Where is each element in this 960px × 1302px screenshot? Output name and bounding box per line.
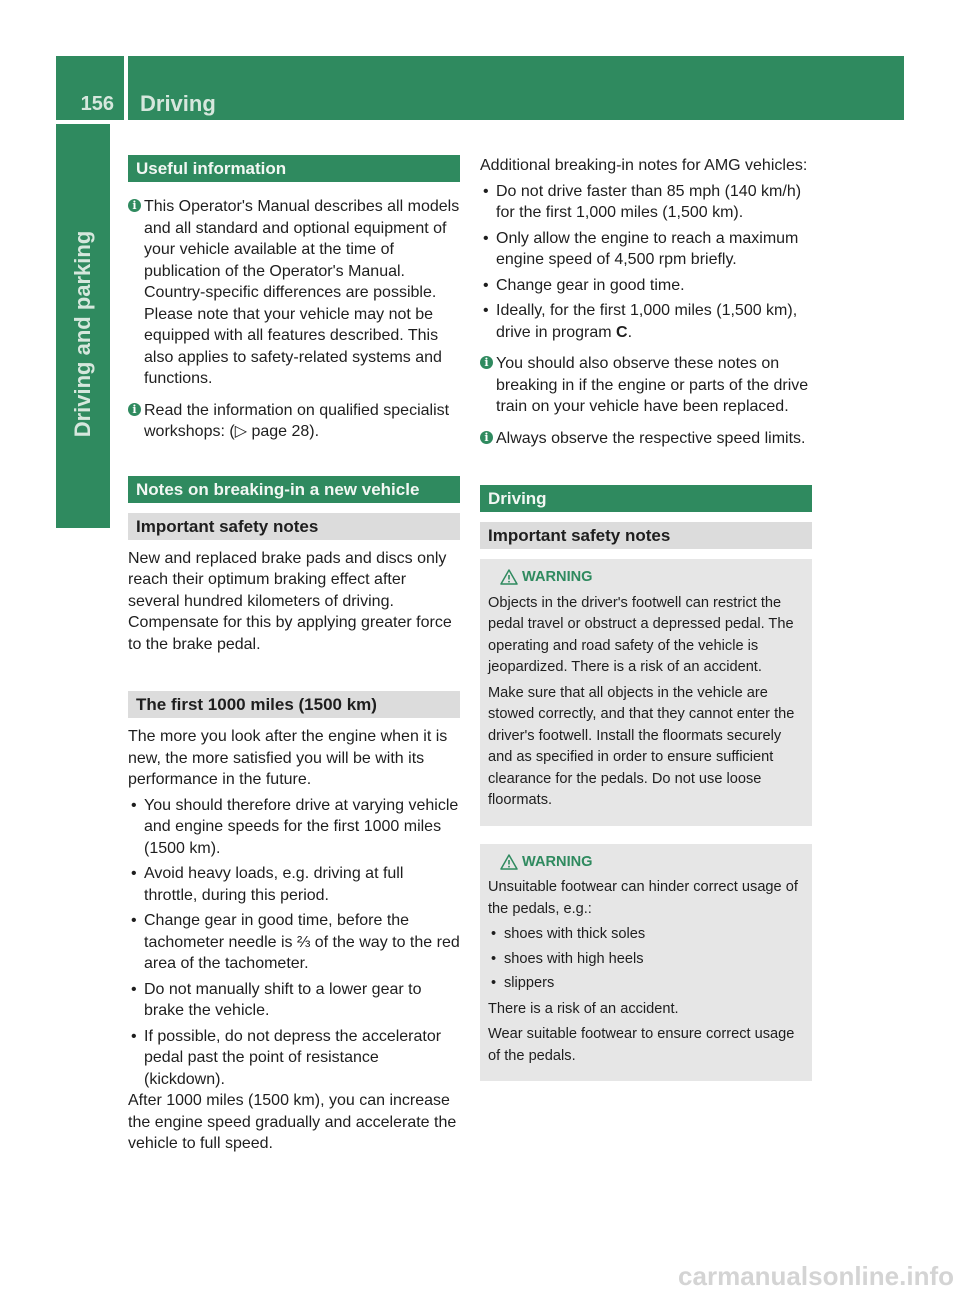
info-icon: i [480, 431, 493, 444]
warning-triangle-icon [500, 569, 518, 585]
info-text: Read the information on qualified specialist workshops: (▷ page 28). [144, 401, 450, 440]
warning-title [488, 567, 804, 589]
left-column [128, 155, 460, 1157]
list-item: • Do not manually shift to a lower gear to brake the vehicle. [128, 979, 460, 1022]
list-item: • shoes with high heels [488, 949, 804, 971]
page-number: 156 [80, 93, 114, 115]
warning-text: Make sure that all objects in the vehicle are stowed correctly, and that they cannot enter the driver's footwell. Install the floormats securely and as specified in order to ensure sufficient clearance for the pedals. Do not use loose floormats. [488, 684, 795, 808]
list-item: • Only allow the engine to reach a maximum engine speed of 4,500 rpm briefly. [480, 228, 812, 271]
list-item: • Avoid heavy loads, e.g. driving at full throttle, during this period. [128, 863, 460, 906]
info-note [480, 428, 812, 450]
info-text: You should also observe these notes on breaking in if the engine or parts of the drive train on your vehicle have been replaced. [496, 355, 809, 415]
first-1000-miles-heading: The first 1000 miles (1500 km) [128, 691, 460, 718]
breaking-in-paragraph: New and replaced brake pads and discs only reach their optimum braking effect after several hundred kilometers of driving. Compensate for this by applying greater force to the brake pedal. [128, 549, 452, 653]
list-item: • Change gear in good time. [480, 275, 812, 297]
warning-triangle-icon [500, 854, 518, 870]
driving-heading: Driving [480, 485, 812, 512]
amg-intro: Additional breaking-in notes for AMG vehicles: [480, 157, 808, 174]
list-item: • If possible, do not depress the accelerator pedal past the point of resistance (kickdown). [128, 1026, 460, 1091]
warning-text: Unsuitable footwear can hinder correct usage of the pedals, e.g.: [488, 879, 798, 917]
page-number-tab [56, 56, 124, 120]
list-item: • Change gear in good time, before the tachometer needle is ⅔ of the way to the red area of the tachometer. [128, 910, 460, 975]
warning-text: There is a risk of an accident. [488, 1000, 679, 1017]
warning-box [480, 844, 812, 1082]
info-icon: i [480, 356, 493, 369]
warning-text: Objects in the driver's footwell can restrict the pedal travel or obstruct a depressed pedal. The operating and road safety of the vehicle is jeopardized. There is a risk of an accident. [488, 594, 794, 675]
side-chapter-tab [56, 124, 110, 528]
list-item: • You should therefore drive at varying vehicle and engine speeds for the first 1000 miles (1500 km). [128, 795, 460, 860]
list-item: • Do not drive faster than 85 mph (140 km/h) for the first 1,000 miles (1,500 km). [480, 181, 812, 224]
important-safety-notes-heading: Important safety notes [480, 522, 812, 549]
right-column [480, 155, 812, 1081]
info-text: This Operator's Manual describes all models and all standard and optional equipment of your vehicle available at the time of publication of the Operator's Manual. Country-specific differences are possible. Please note that your vehicle may not be equipped with all features described. This also applies to safety-related systems and functions. [144, 198, 460, 387]
program-c-label: C [616, 323, 628, 341]
footwear-list [488, 924, 804, 995]
info-note [128, 400, 460, 443]
chapter-title: Driving [140, 91, 216, 116]
warning-box [480, 559, 812, 826]
list-item: • slippers [488, 973, 804, 995]
info-note [128, 196, 460, 390]
watermark: carmanualsonline.info [678, 1261, 954, 1291]
info-note [480, 353, 812, 418]
chapter-header [128, 56, 904, 120]
warning-label: WARNING [522, 853, 593, 870]
first-1000-list [128, 795, 460, 1091]
list-item-end: . [627, 323, 633, 341]
amg-list [480, 181, 812, 344]
info-text: Always observe the respective speed limits. [496, 429, 806, 447]
list-item-text: Ideally, for the first 1,000 miles (1,500 km), drive in program [496, 302, 798, 341]
first-1000-intro: The more you look after the engine when it is new, the more satisfied you will be with its performance in the future. [128, 728, 448, 788]
side-chapter-label: Driving and parking [70, 230, 95, 438]
first-1000-outro: After 1000 miles (1500 km), you can increase the engine speed gradually and accelerate the vehicle to full speed. [128, 1092, 457, 1152]
warning-title [488, 852, 804, 874]
warning-text: Wear suitable footwear to ensure correct usage of the pedals. [488, 1026, 795, 1064]
important-safety-notes-heading: Important safety notes [128, 513, 460, 540]
breaking-in-heading: Notes on breaking-in a new vehicle [128, 476, 460, 503]
info-icon: i [128, 199, 141, 212]
warning-label: WARNING [522, 569, 593, 585]
useful-information-heading: Useful information [128, 155, 460, 182]
list-item: • shoes with thick soles [488, 924, 804, 946]
list-item [480, 300, 812, 343]
info-icon: i [128, 403, 141, 416]
